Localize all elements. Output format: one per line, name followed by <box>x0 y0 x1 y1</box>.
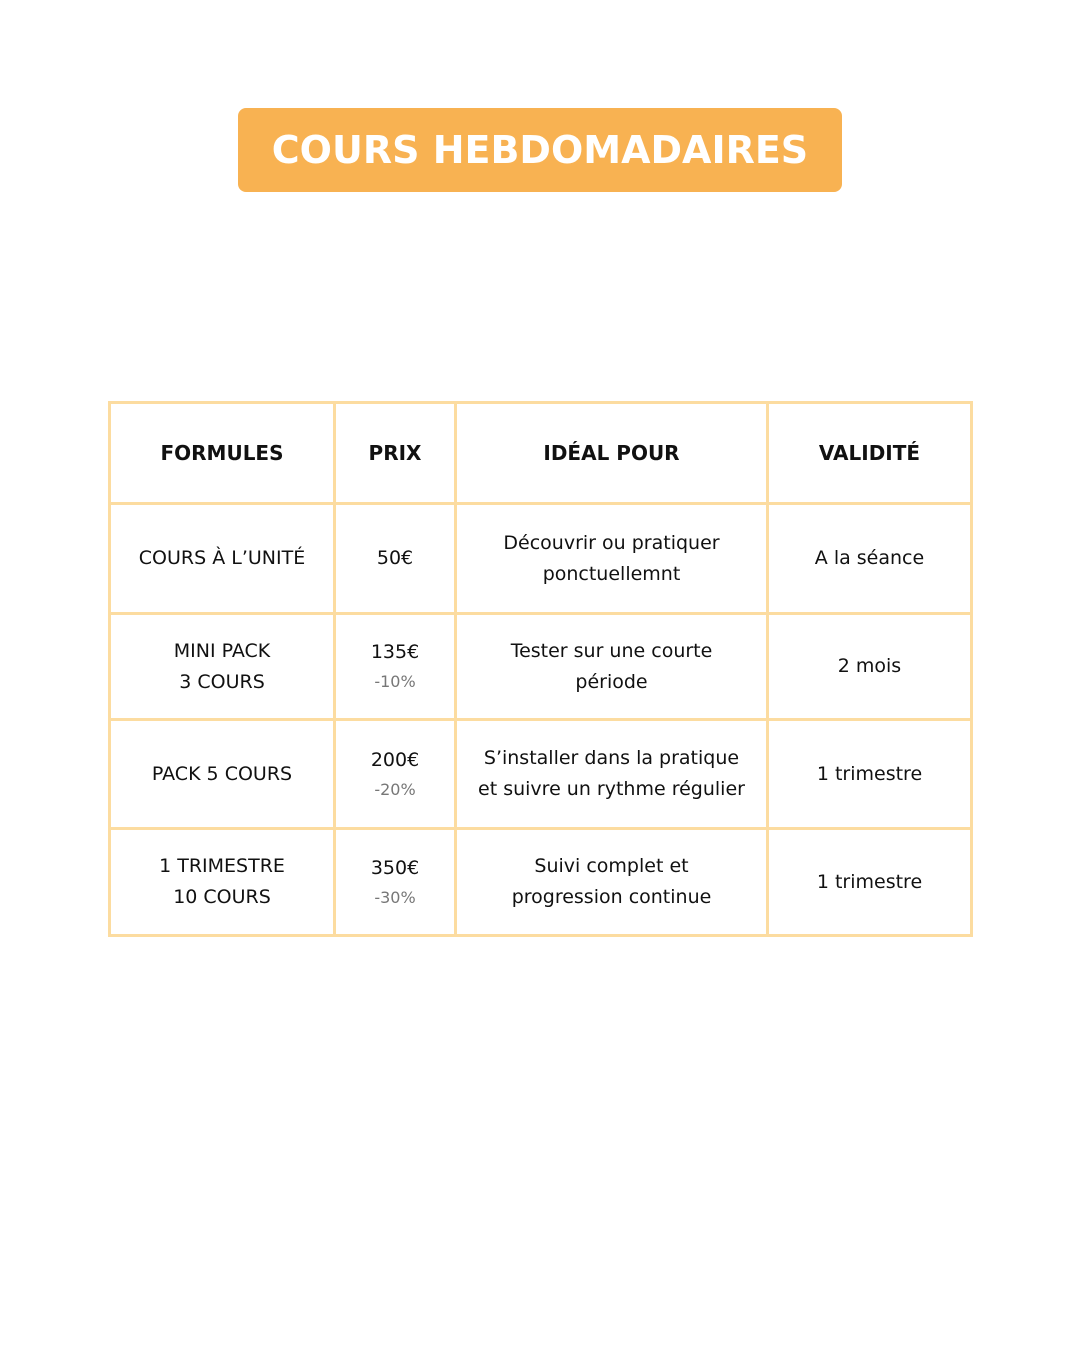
validite-cell <box>768 720 972 829</box>
price-value: 350€ <box>370 856 420 879</box>
formule-line: PACK 5 COURS <box>151 762 293 785</box>
formule-line: 3 COURS <box>179 670 265 693</box>
prix-cell <box>335 504 456 614</box>
header-validite: VALIDITÉ <box>768 403 972 504</box>
formule-cell <box>110 829 335 936</box>
validite-value: 1 trimestre <box>816 762 923 785</box>
price-value: 50€ <box>376 547 414 569</box>
formule-line: MINI PACK <box>173 639 271 662</box>
ideal-cell <box>456 829 768 936</box>
table-row <box>110 504 972 614</box>
formule-cell <box>110 504 335 614</box>
ideal-cell <box>456 504 768 614</box>
validite-cell <box>768 614 972 720</box>
ideal-line: progression continue <box>511 886 712 908</box>
table-row <box>110 720 972 829</box>
ideal-line: Découvrir ou pratiquer <box>503 531 720 554</box>
discount-label: -30% <box>374 887 416 907</box>
validite-cell <box>768 829 972 936</box>
discount-label: -10% <box>374 672 416 691</box>
ideal-line: et suivre un rythme régulier <box>478 778 745 800</box>
ideal-line: période <box>575 670 648 693</box>
formule-cell <box>110 614 335 720</box>
validite-value: 1 trimestre <box>816 870 923 893</box>
header-prix: PRIX <box>335 403 456 504</box>
price-value: 135€ <box>370 641 420 663</box>
prix-cell <box>335 614 456 720</box>
header-formules: FORMULES <box>110 403 335 504</box>
ideal-line: Tester sur une courte <box>510 639 713 662</box>
ideal-cell <box>456 720 768 829</box>
table-header-row <box>110 403 972 504</box>
discount-label: -20% <box>374 779 416 799</box>
price-value: 200€ <box>370 748 420 771</box>
ideal-cell <box>456 614 768 720</box>
pricing-table <box>108 401 973 937</box>
prix-cell <box>335 720 456 829</box>
formule-cell <box>110 720 335 829</box>
ideal-line: ponctuellemnt <box>542 562 681 585</box>
formule-line: 10 COURS <box>173 886 271 908</box>
ideal-line: Suivi complet et <box>534 855 689 877</box>
formule-line: 1 TRIMESTRE <box>159 855 285 877</box>
page-title: COURS HEBDOMADAIRES <box>271 128 809 172</box>
validite-cell <box>768 504 972 614</box>
title-banner <box>238 108 842 192</box>
validite-value: A la séance <box>814 547 925 569</box>
header-ideal-pour: IDÉAL POUR <box>456 403 768 504</box>
table-row <box>110 614 972 720</box>
prix-cell <box>335 829 456 936</box>
formule-line: COURS À L’UNITÉ <box>138 547 306 569</box>
table-row <box>110 829 972 936</box>
ideal-line: S’installer dans la pratique <box>483 747 740 769</box>
validite-value: 2 mois <box>837 655 902 677</box>
